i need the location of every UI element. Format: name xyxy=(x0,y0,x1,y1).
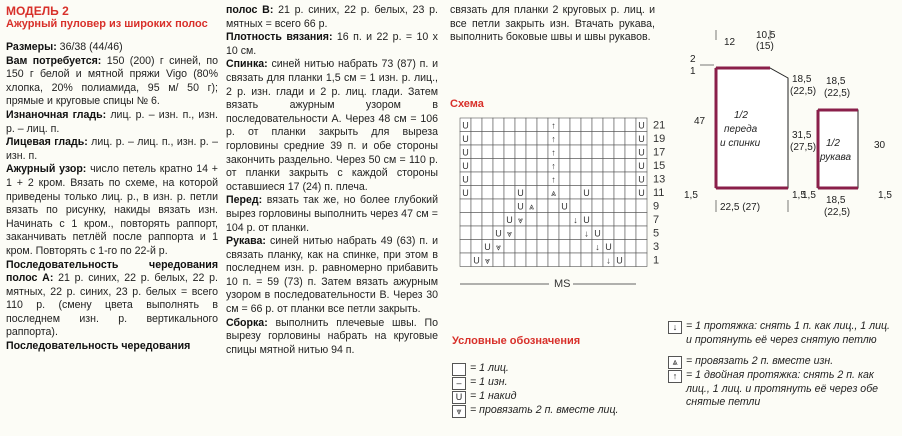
chart-symbol: ↑ xyxy=(551,174,556,185)
front-paragraph: Перед: вязать так же, но более глубокий вырез горловины выполнить через 47 см = 104 р. от планки. xyxy=(226,194,438,234)
ssk-symbol-icon: ↓ xyxy=(668,321,682,334)
chart-symbol: ↓ xyxy=(584,228,589,239)
chart-cell xyxy=(515,118,526,132)
chart-symbol: U xyxy=(462,188,469,198)
chart-cell xyxy=(515,132,526,146)
chart-cell xyxy=(570,145,581,159)
chart-cell xyxy=(625,199,636,213)
chart-row-number: 19 xyxy=(653,133,666,145)
chart-row-number: 21 xyxy=(653,119,666,132)
assembly-paragraph: Сборка: выполнить плечевые швы. По вырезу горловины набрать на круговые спицы мятной нитью 94 п. xyxy=(226,316,438,356)
chart-cell xyxy=(581,145,592,159)
dim-armhole-1: 18,5 xyxy=(792,74,812,85)
chart-cell xyxy=(614,159,625,173)
chart-cell xyxy=(636,199,647,213)
chart-cell xyxy=(460,213,471,227)
chart-symbol: U xyxy=(583,215,590,225)
sleeve-label-2: рукава xyxy=(820,152,852,163)
chart-cell xyxy=(581,172,592,186)
legend-left xyxy=(452,362,618,418)
chart-cell xyxy=(614,199,625,213)
chart-row-number: 15 xyxy=(653,160,666,172)
chart-cell xyxy=(570,226,581,240)
chart-row-number: 1 xyxy=(653,254,660,267)
chart-symbol: U xyxy=(594,228,601,239)
chart-cell xyxy=(570,253,581,267)
sleeve-label-1: 1/2 xyxy=(826,138,840,149)
chart-symbol: ↑ xyxy=(551,120,556,131)
dim-sleeve-hem-right: 1,5 xyxy=(878,190,892,201)
chart-cell xyxy=(526,132,537,146)
chart-symbol: U xyxy=(462,161,469,171)
chart-symbol: U xyxy=(462,120,469,131)
chart-symbol: U xyxy=(561,201,568,212)
chart-cell xyxy=(537,132,548,146)
legend-item-knit: = 1 лиц. xyxy=(452,362,618,376)
chart-cell xyxy=(493,172,504,186)
chart-symbol: U xyxy=(517,188,524,198)
pattern-schematic xyxy=(680,20,898,220)
dim-sleeve-top-2: (22,5) xyxy=(824,88,851,99)
chart-cell xyxy=(482,199,493,213)
chart-cell xyxy=(636,240,647,254)
chart-cell xyxy=(526,213,537,227)
chart-cell xyxy=(537,240,548,254)
chart-cell xyxy=(603,145,614,159)
chart-cell xyxy=(471,118,482,132)
chart-cell xyxy=(614,226,625,240)
chart-cell xyxy=(537,186,548,200)
chart-cell xyxy=(581,240,592,254)
chart-cell xyxy=(614,213,625,227)
chart-cell xyxy=(636,226,647,240)
chart-cell xyxy=(570,132,581,146)
chart-cell xyxy=(581,253,592,267)
chart-cell xyxy=(570,159,581,173)
chart-cell xyxy=(471,240,482,254)
chart-cell xyxy=(504,186,515,200)
chart-cell xyxy=(504,159,515,173)
chart-cell xyxy=(614,240,625,254)
knit-symbol-icon xyxy=(452,363,466,376)
chart-cell xyxy=(559,132,570,146)
chart-cell xyxy=(526,240,537,254)
chart-symbol: ⩓ xyxy=(550,188,557,198)
seqB-cont-paragraph: полос B: 21 р. синих, 22 р. белых, 23 р. мятных = всего 66 р. xyxy=(226,4,438,30)
chart-cell xyxy=(537,199,548,213)
legend-item-p2tog: ⩓ = провязать 2 п. вместе изн. xyxy=(668,355,893,369)
chart-symbol: ⩔ xyxy=(495,242,502,252)
chart-cell xyxy=(482,132,493,146)
chart-symbol: U xyxy=(638,174,645,185)
chart-row-number: 7 xyxy=(653,214,660,226)
dim-top-right-1: 10,5 xyxy=(756,30,776,41)
chart-cell xyxy=(504,145,515,159)
chart-cell xyxy=(493,213,504,227)
chart-cell xyxy=(625,132,636,146)
dim-bottom-width: 22,5 (27) xyxy=(720,202,761,213)
chart-cell xyxy=(570,186,581,200)
chart-symbol: ↑ xyxy=(551,161,556,171)
chart-cell xyxy=(614,145,625,159)
legend-item-purl: – = 1 изн. xyxy=(452,376,618,390)
chart-symbol: ↓ xyxy=(573,215,578,225)
chart-symbol: U xyxy=(638,120,645,131)
chart-cell xyxy=(603,118,614,132)
chart-cell xyxy=(592,159,603,173)
chart-cell xyxy=(471,186,482,200)
dim-side-1: 31,5 xyxy=(792,130,812,141)
dim-neck-2: 1 xyxy=(690,66,696,77)
chart-cell xyxy=(592,213,603,227)
chart-symbol: U xyxy=(583,188,590,198)
chart-cell xyxy=(559,226,570,240)
chart-cell xyxy=(592,172,603,186)
chart-row-number: 11 xyxy=(653,187,665,199)
chart-cell xyxy=(625,145,636,159)
chart-cell xyxy=(526,159,537,173)
chart-cell xyxy=(493,253,504,267)
chart-cell xyxy=(493,145,504,159)
dim-hem-left: 1,5 xyxy=(684,190,698,201)
chart-cell xyxy=(493,199,504,213)
chart-cell xyxy=(471,213,482,227)
chart-cell xyxy=(460,199,471,213)
chart-cell xyxy=(570,118,581,132)
chart-cell xyxy=(614,172,625,186)
chart-cell xyxy=(636,253,647,267)
chart-symbol: U xyxy=(462,147,469,158)
chart-cell xyxy=(504,253,515,267)
chart-cell xyxy=(592,199,603,213)
chart-symbol: ⩔ xyxy=(484,255,491,266)
chart-cell xyxy=(482,145,493,159)
chart-symbol: U xyxy=(638,147,645,158)
finish-paragraph: связать для планки 2 круговых р. лиц. и все петли закрыть изн. Втачать рукава, выполнить боковые швы и швы рукавов. xyxy=(450,4,655,44)
purl-paragraph: Изнаночная гладь: лиц. р. – изн. п., изн. р. – лиц. п. xyxy=(6,108,218,135)
chart-cell xyxy=(625,186,636,200)
legend-item-k2tog: ⩔ = провязать 2 п. вместе лиц. xyxy=(452,404,618,418)
chart-symbol: U xyxy=(616,255,623,266)
dim-side-2: (27,5) xyxy=(790,142,817,153)
dim-neck-1: 2 xyxy=(690,54,696,65)
chart-cell xyxy=(482,159,493,173)
dim-top-left: 12 xyxy=(724,37,736,48)
chart-cell xyxy=(559,240,570,254)
chart-cell xyxy=(537,118,548,132)
chart-cell xyxy=(504,132,515,146)
chart-cell xyxy=(603,132,614,146)
chart-symbol: ↓ xyxy=(595,242,600,252)
chart-symbol: ↑ xyxy=(551,134,556,144)
chart-symbol: U xyxy=(638,134,645,144)
dim-sleeve-hem-left: 1,5 xyxy=(802,190,816,201)
knit-paragraph: Лицевая гладь: лиц. р. – лиц. п., изн. р. – изн. п. xyxy=(6,136,218,162)
chart-symbol: ⩓ xyxy=(528,201,535,212)
chart-symbol: U xyxy=(473,255,480,266)
dim-sleeve-top-1: 18,5 xyxy=(826,76,846,87)
back-paragraph: Спинка: синей нитью набрать 73 (87) п. и связать для планки 1,5 см = 1 изн. р. лиц., 2 р. изн. глади и 2 р. лиц. глади. Затем вязать ажурным узором в последовательности A. Через 48 см = 106 р. от планки закрыть для выреза горловины средние 39 п. и обе стороны закончить раздельно. Через 50 см = 110 р. от планки закрыть с каждой стороны оставшиеся 17 (24) п. плеча. xyxy=(226,58,438,193)
chart-cell xyxy=(460,226,471,240)
gauge-paragraph: Плотность вязания: 16 п. и 22 р. = 10 х 10 см. xyxy=(226,31,438,57)
dim-top-right-2: (15) xyxy=(756,41,774,52)
model-title: МОДЕЛЬ 2 xyxy=(6,4,69,18)
chart-cell xyxy=(592,132,603,146)
chart-cell xyxy=(625,240,636,254)
chart-cell xyxy=(548,226,559,240)
chart-cell xyxy=(614,186,625,200)
chart-cell xyxy=(559,118,570,132)
chart-cell xyxy=(504,172,515,186)
chart-symbol: U xyxy=(638,188,645,198)
legend-item-double-dec: ↑ = 1 двойная протяжка: снять 2 п. как лиц., 1 лиц. и протянуть её через обе снятые петли xyxy=(668,369,893,410)
legend-item-ssk: ↓ = 1 протяжка: снять 1 п. как лиц., 1 лиц. и протянуть её через снятую петлю xyxy=(668,320,893,347)
chart-row-number: 13 xyxy=(653,173,666,186)
dim-armhole-2: (22,5) xyxy=(790,86,817,97)
chart-row-number: 17 xyxy=(653,146,666,159)
chart-cell xyxy=(515,145,526,159)
chart-cell xyxy=(603,186,614,200)
chart-symbol: U xyxy=(462,134,469,144)
dim-sleeve-height: 30 xyxy=(874,140,886,151)
chart-cell xyxy=(537,226,548,240)
chart-cell xyxy=(548,253,559,267)
chart-symbol: ↓ xyxy=(606,255,611,266)
chart-cell xyxy=(625,118,636,132)
chart-cell xyxy=(493,132,504,146)
seqB-paragraph: Последовательность чередования xyxy=(6,340,191,353)
chart-cell xyxy=(537,213,548,227)
chart-symbol: ⩔ xyxy=(506,228,513,239)
chart-cell xyxy=(493,159,504,173)
chart-symbol: U xyxy=(462,174,469,185)
legend-right xyxy=(668,320,893,410)
chart-cell xyxy=(625,213,636,227)
sleeves-paragraph: Рукава: синей нитью набрать 49 (63) п. и связать планку, как на спинке, при этом в последнем изн. р. равномерно прибавить 10 п. = 59 (73) п. Затем вязать ажурным узором в последовательности B. Через 30 см = 66 р. от планки все петли закрыть. xyxy=(226,235,438,316)
chart-cell xyxy=(526,253,537,267)
chart-cell xyxy=(581,199,592,213)
lace-paragraph: Ажурный узор: число петель кратно 14 + 1 + 2 кром. Вязать по схеме, на которой приведены только лиц. р., в изн. р. петли вязать по рисунку, накиды вязать изн. Начинать с 1 кром., повторять раппорт, заканчивать петлёй после раппорта и 1 кром. Повторять с 1-го по 22-й р. xyxy=(6,163,218,257)
chart-cell xyxy=(603,213,614,227)
chart-cell xyxy=(504,240,515,254)
chart-cell xyxy=(603,226,614,240)
chart-cell xyxy=(614,118,625,132)
chart-cell xyxy=(537,145,548,159)
chart-cell xyxy=(493,118,504,132)
chart-symbol: ⩔ xyxy=(517,215,524,225)
chart-symbol: ↑ xyxy=(551,147,556,158)
body-label-3: и спинки xyxy=(720,138,761,149)
chart-cell xyxy=(625,253,636,267)
chart-cell xyxy=(515,240,526,254)
chart-cell xyxy=(460,240,471,254)
chart-cell xyxy=(548,240,559,254)
chart-cell xyxy=(526,186,537,200)
dim-hem-right: 1,5 xyxy=(792,190,806,201)
chart-cell xyxy=(482,172,493,186)
chart-cell xyxy=(482,213,493,227)
chart-cell xyxy=(471,199,482,213)
chart-symbol: U xyxy=(638,161,645,171)
chart-cell xyxy=(559,159,570,173)
chart-cell xyxy=(526,145,537,159)
model-subtitle: Ажурный пуловер из широких полос xyxy=(6,18,208,30)
body-label-1: 1/2 xyxy=(734,110,748,121)
chart-cell xyxy=(548,199,559,213)
chart-cell xyxy=(603,199,614,213)
seqA-paragraph: Последовательность чередования полос A: 21 р. синих, 22 р. белых, 22 р. мятных, 22 р. синих, 23 р. белых = всего 110 р. (смену цвета выполнять в последнем изн. р. вертикального раппорта). xyxy=(6,258,218,339)
chart-cell xyxy=(482,118,493,132)
chart-cell xyxy=(526,226,537,240)
chart-cell xyxy=(471,132,482,146)
chart-cell xyxy=(570,172,581,186)
chart-cell xyxy=(570,240,581,254)
chart-cell xyxy=(625,172,636,186)
chart-cell xyxy=(515,253,526,267)
p2tog-symbol-icon: ⩓ xyxy=(668,356,682,369)
chart-cell xyxy=(471,226,482,240)
knitting-chart xyxy=(456,114,688,292)
double-dec-symbol-icon: ↑ xyxy=(668,370,682,383)
column-1 xyxy=(6,4,218,354)
body-label-2: переда xyxy=(724,124,758,135)
chart-cell xyxy=(625,159,636,173)
purl-symbol-icon: – xyxy=(452,377,466,390)
chart-cell xyxy=(548,213,559,227)
chart-cell xyxy=(581,159,592,173)
dim-sleeve-bottom-1: 18,5 xyxy=(826,195,846,206)
k2tog-symbol-icon: ⩔ xyxy=(452,405,466,418)
chart-symbol: U xyxy=(495,228,502,239)
chart-cell xyxy=(625,226,636,240)
chart-cell xyxy=(581,132,592,146)
chart-cell xyxy=(559,253,570,267)
chart-cell xyxy=(537,253,548,267)
chart-cell xyxy=(460,253,471,267)
chart-cell xyxy=(493,186,504,200)
chart-cell xyxy=(592,186,603,200)
chart-cell xyxy=(482,186,493,200)
chart-cell xyxy=(603,159,614,173)
chart-cell xyxy=(471,172,482,186)
chart-cell xyxy=(515,226,526,240)
chart-cell xyxy=(592,253,603,267)
dim-sleeve-bottom-2: (22,5) xyxy=(824,207,851,218)
yarnover-symbol-icon: U xyxy=(452,391,466,404)
chart-cell xyxy=(559,213,570,227)
chart-row-number: 9 xyxy=(653,200,660,213)
legend-item-yarnover: U = 1 накид xyxy=(452,390,618,404)
chart-cell xyxy=(515,159,526,173)
chart-cell xyxy=(592,145,603,159)
chart-cell xyxy=(471,145,482,159)
chart-cell xyxy=(559,186,570,200)
chart-title: Схема xyxy=(450,98,484,110)
chart-cell xyxy=(559,145,570,159)
chart-cell xyxy=(482,226,493,240)
chart-cell xyxy=(471,159,482,173)
chart-cell xyxy=(504,118,515,132)
chart-symbol: U xyxy=(506,215,513,225)
chart-cell xyxy=(581,118,592,132)
chart-cell xyxy=(570,199,581,213)
column-2 xyxy=(226,4,438,357)
chart-cell xyxy=(636,213,647,227)
needs-paragraph: Вам потребуется: 150 (200) г синей, по 150 г белой и мятной пряжи Vigo (80% хлопка, 20% полиамида, 95 м/ 50 г); прямые и круговые спицы № 6. xyxy=(6,54,218,108)
chart-cell xyxy=(526,172,537,186)
dim-height-left: 47 xyxy=(694,116,706,127)
chart-cell xyxy=(537,159,548,173)
sizes-paragraph: Размеры: 36/38 (44/46) xyxy=(6,41,123,53)
chart-cell xyxy=(504,199,515,213)
chart-repeat-label: MS xyxy=(554,278,571,290)
chart-symbol: U xyxy=(517,201,524,212)
chart-cell xyxy=(603,172,614,186)
chart-cell xyxy=(526,118,537,132)
chart-cell xyxy=(537,172,548,186)
chart-cell xyxy=(592,118,603,132)
chart-cell xyxy=(614,132,625,146)
chart-symbol: U xyxy=(484,242,491,252)
column-3 xyxy=(450,4,660,45)
chart-row-number: 3 xyxy=(653,241,660,253)
chart-symbol: U xyxy=(605,242,612,252)
legend-title: Условные обозначения xyxy=(452,335,581,347)
chart-cell xyxy=(559,172,570,186)
chart-cell xyxy=(515,172,526,186)
chart-row-number: 5 xyxy=(653,227,660,240)
